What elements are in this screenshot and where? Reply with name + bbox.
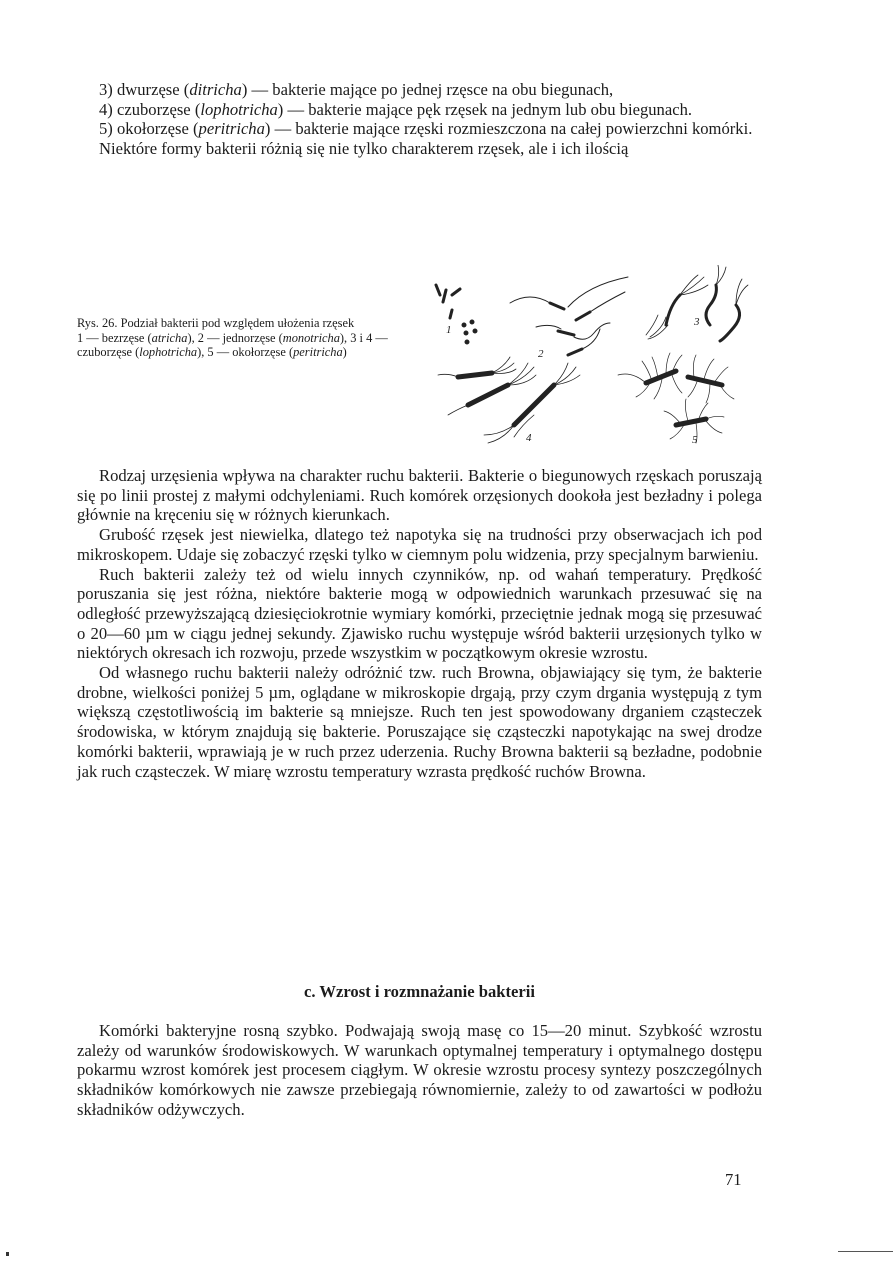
scan-mark: [6, 1252, 9, 1256]
body-paragraph: Grubość rzęsek jest niewielka, dlatego też napotyka się na trudności przy obserwacjach ich pod mikroskopem. Udaje się zobaczyć rzęski tylko w ciemnym polu widzenia, przy specjalnym barwieniu.: [77, 525, 762, 564]
bacteria-flagella-figure: [418, 265, 768, 455]
peritricha-cells: [618, 353, 734, 443]
list-item: 3) dwurzęse (ditricha) — bakterie mające po jednej rzęsce na obu biegunach,: [99, 80, 614, 99]
growth-text-block: [77, 1021, 762, 1120]
lophotricha-spirilla: [646, 265, 748, 341]
label-5: 5: [692, 434, 698, 446]
section-heading: c. Wzrost i rozmnażanie bakterii: [304, 982, 535, 1001]
body-paragraph: Komórki bakteryjne rosną szybko. Podwajają swoją masę co 15—20 minut. Szybkość wzrostu zależy od warunków środowiskowych. W warunkach optymalnej temperatury i optymalnego dostępu pokarmu wzrost komórek jest procesem ciągłym. W okresie wzrostu procesy syntezy poszczególnych składników komórkowych nie zawsze przebiegają równomiernie, zależy to od zawartości w podłożu składników odżywczych.: [77, 1021, 762, 1119]
page-number: 71: [725, 1170, 742, 1189]
flagella-type-list: [77, 80, 762, 159]
motion-text-block: [77, 466, 762, 781]
label-1: 1: [446, 324, 452, 336]
lophotricha-rods: [438, 357, 580, 443]
intro-paragraph: Niektóre formy bakterii różnią się nie tylko charakterem rzęsek, ale i ich ilością: [99, 139, 629, 159]
list-item: 4) czuborzęse (lophotricha) — bakterie mające pęk rzęsek na jednym lub obu biegunach.: [99, 99, 693, 119]
body-paragraph: Ruch bakterii zależy też od wielu innych czynników, np. od wahań temperatury. Prędkość poruszania się jest różna, niektóre bakterie mogą w odpowiednich warunkach przesuwać się na odległość przewyższającą dziesięciokrotnie wymiary komórki, przeciętnie jednak mogą się przesuwać o 20—60 µm w ciągu jednej sekundy. Zjawisko ruchu występuje wśród bakterii urzęsionych tylko w niektórych okresach ich rozwoju, przede wszystkim w początkowym okresie wzrostu.: [77, 564, 762, 663]
body-paragraph: Rodzaj urzęsienia wpływa na charakter ruchu bakterii. Bakterie o biegunowych rzęskach poruszają się po linii prostej z małymi odchyleniami. Ruch komórek orzęsionych dookoła jest bezładny i polega głównie na kręceniu się w różnych kierunkach.: [77, 466, 762, 525]
body-paragraph: Od własnego ruchu bakterii należy odróżnić tzw. ruch Browna, objawiający się tym, że bakterie drobne, wielkości poniżej 5 µm, oglądane w mikroskopie drgają, przy czym drgania występują z tym większą częstotliwością im bakterie są mniejsze. Ruch ten jest spowodowany drganiem cząsteczek środowiska, w którym znajdują się bakterie. Poruszające się cząsteczki napotykając na swej drodze komórki bakterii, wprawiają je w ruch przez uderzenia. Ruchy Browna bakterii są bezładne, podobnie jak ruch cząsteczek. W miarę wzrostu temperatury wzrasta prędkość ruchów Browna.: [77, 663, 762, 781]
caption-title: Rys. 26. Podział bakterii pod względem ułożenia rzęsek: [77, 316, 355, 330]
caption-item: 5 — okołorzęse (peritricha): [207, 345, 347, 360]
figure-caption: [77, 316, 397, 360]
atricha-cells: [436, 285, 477, 344]
scan-edge-line: [838, 1251, 893, 1252]
monotricha-cells: [510, 277, 628, 355]
caption-item: 3 i 4 — czuborzęse (lophotricha),: [77, 330, 388, 360]
caption-item: 2 — jednorzęse (monotricha),: [197, 330, 351, 345]
label-2: 2: [538, 348, 544, 360]
label-3: 3: [694, 316, 700, 328]
list-item: 5) okołorzęse (peritricha) — bakterie mające rzęski rozmieszczona na całej powierzchni komórki.: [99, 119, 753, 139]
caption-item: 1 — bezrzęse (atricha),: [77, 330, 198, 345]
label-4: 4: [526, 432, 532, 444]
